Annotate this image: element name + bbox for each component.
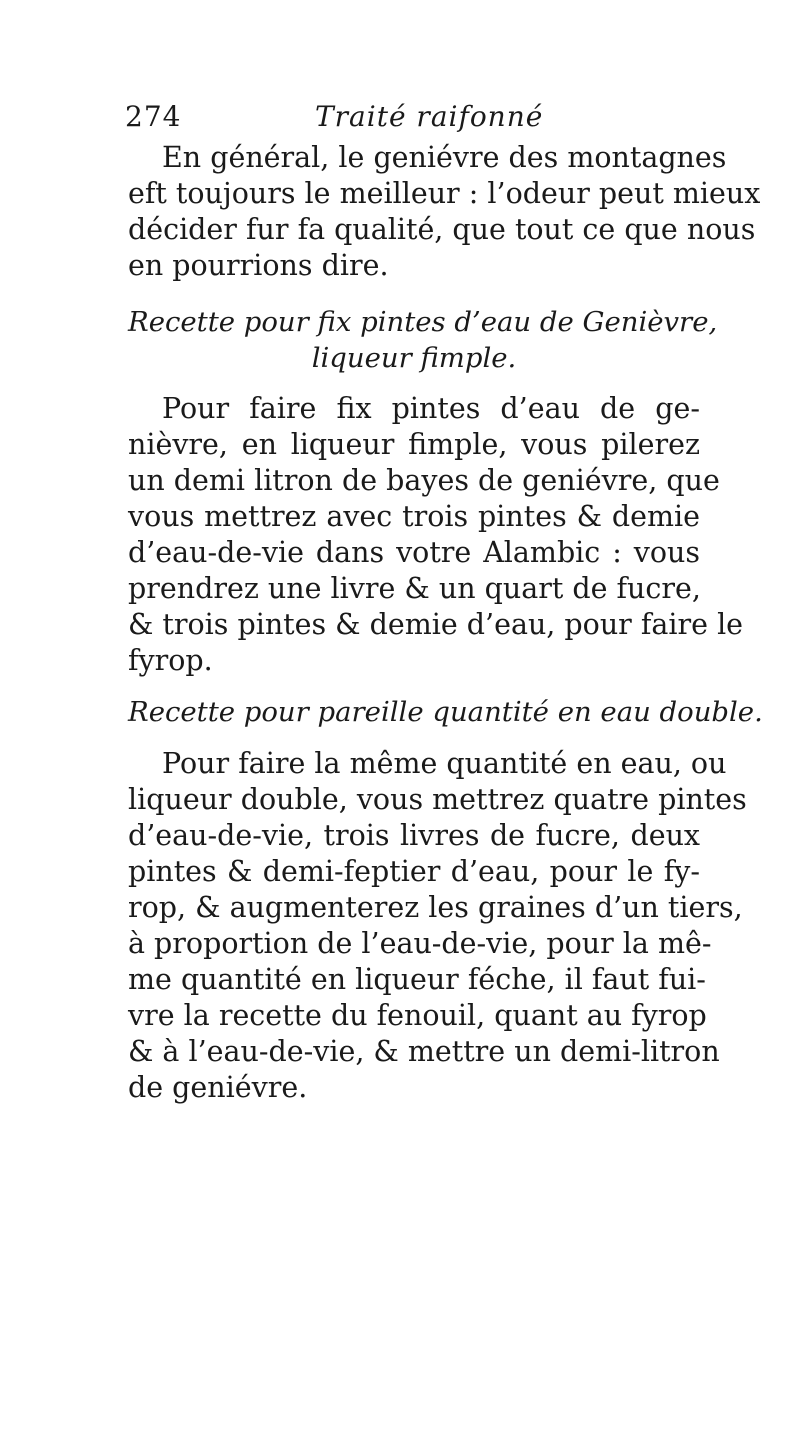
- paragraph-double-recipe: [128, 746, 747, 1106]
- text-line: eft toujours le meilleur : l’odeur peut mieux: [128, 177, 761, 210]
- text-line: Pour faire fix pintes d’eau de ge-: [162, 392, 700, 425]
- page-number: 274: [125, 100, 182, 133]
- text-line: vre la recette du fenouil, quant au fyrop: [128, 999, 707, 1032]
- text-line: En général, le geniévre des montagnes: [162, 141, 727, 174]
- text-line: de geniévre.: [128, 1071, 308, 1104]
- heading-line: liqueur fimple.: [311, 342, 517, 374]
- text-line: fyrop.: [128, 644, 213, 677]
- paragraph-general: [128, 140, 761, 284]
- recipe-heading-simple: [128, 304, 718, 376]
- text-line: & à l’eau-de-vie, & mettre un demi-litron: [128, 1035, 720, 1068]
- text-line: en pourrions dire.: [128, 249, 389, 282]
- text-line: un demi litron de bayes de geniévre, que: [128, 464, 720, 497]
- text-line: nièvre, en liqueur fimple, vous pilerez: [128, 428, 700, 461]
- heading-line: Recette pour fix pintes d’eau de Genièvre,: [128, 306, 718, 338]
- text-line: d’eau-de-vie dans votre Alambic : vous: [128, 536, 700, 569]
- text-line: décider fur fa qualité, que tout ce que nous: [128, 213, 756, 246]
- text-line: d’eau-de-vie, trois livres de fucre, deux: [128, 819, 700, 852]
- text-line: pintes & demi-feptier d’eau, pour le fy-: [128, 855, 700, 888]
- text-line: Pour faire la même quantité en eau, ou: [162, 747, 727, 780]
- text-line: vous mettrez avec trois pintes & demie: [128, 500, 700, 533]
- text-line: prendrez une livre & un quart de fucre,: [128, 572, 701, 605]
- text-line: rop, & augmenterez les graines d’un tiers,: [128, 891, 743, 924]
- text-line: à proportion de l’eau-de-vie, pour la mê-: [128, 927, 712, 960]
- text-line: me quantité en liqueur féche, il faut fui-: [128, 963, 706, 996]
- running-title: Traité raifonné: [315, 100, 544, 133]
- text-line: & trois pintes & demie d’eau, pour faire le: [128, 608, 744, 641]
- text-line: liqueur double, vous mettrez quatre pintes: [128, 783, 747, 816]
- running-head: [125, 100, 700, 140]
- paragraph-simple-recipe: [128, 391, 744, 679]
- recipe-heading-double: Recette pour pareille quantité en eau double.: [128, 696, 763, 728]
